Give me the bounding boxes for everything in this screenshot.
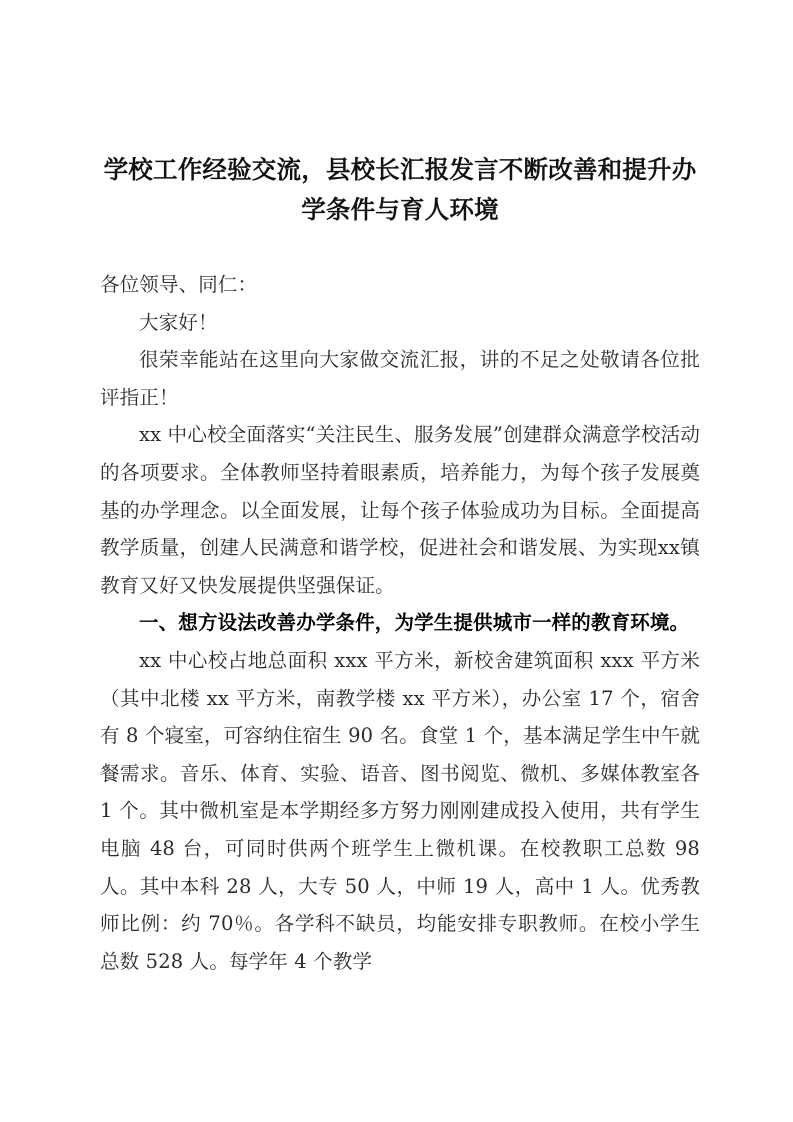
greeting-line: 大家好！ — [139, 310, 218, 334]
intro-paragraph: 很荣幸能站在这里向大家做交流汇报，讲的不足之处敬请各位批评指正！ — [100, 348, 700, 409]
page-title: 学校工作经验交流，县校长汇报发言不断改善和提升办学条件与育人环境 — [103, 155, 697, 224]
section-one-heading: 一、想方设法改善办学条件，为学生提供城市一样的教育环境。 — [139, 611, 690, 635]
salutation-line: 各位领导、同仁： — [100, 273, 258, 296]
title-body-spacer — [100, 230, 700, 266]
document-content — [100, 150, 700, 980]
section-one-body-paragraph: xx 中心校占地总面积 xxx 平方米，新校舍建筑面积 xxx 平方米（其中北楼 xx 平方米，南教学楼 xx 平方米），办公室 17 个，宿舍有 8 个寝室，可容纳住宿生 90 名。食堂 1 个，基本满足学生中午就餐需求。音乐、体育、实验、语音、图书阅览、微机、多媒体教室各 1 个。其中微机室是本学期经多方努力刚刚建成投入使用，共有学生电脑 48 台，可同时供两个班学生上微机课。在校教职工总数 98 人。其中本科 28 人，大专 50 人，中师 19 人，高中 1 人。优秀教师比例：约 70％。各学科不缺员，均能安排专职教师。在校小学生总数 528 人。每学年 4 个教学 — [100, 648, 700, 973]
overview-paragraph: xx 中心校全面落实“关注民生、服务发展”创建群众满意学校活动的各项要求。全体教师坚持着眼素质，培养能力，为每个孩子发展奠基的办学理念。以全面发展，让每个孩子体验成功为目标。全面提高教学质量，创建人民满意和谐学校，促进社会和谐发展、为实现xx镇教育又好又快发展提供坚强保证。 — [100, 423, 700, 597]
